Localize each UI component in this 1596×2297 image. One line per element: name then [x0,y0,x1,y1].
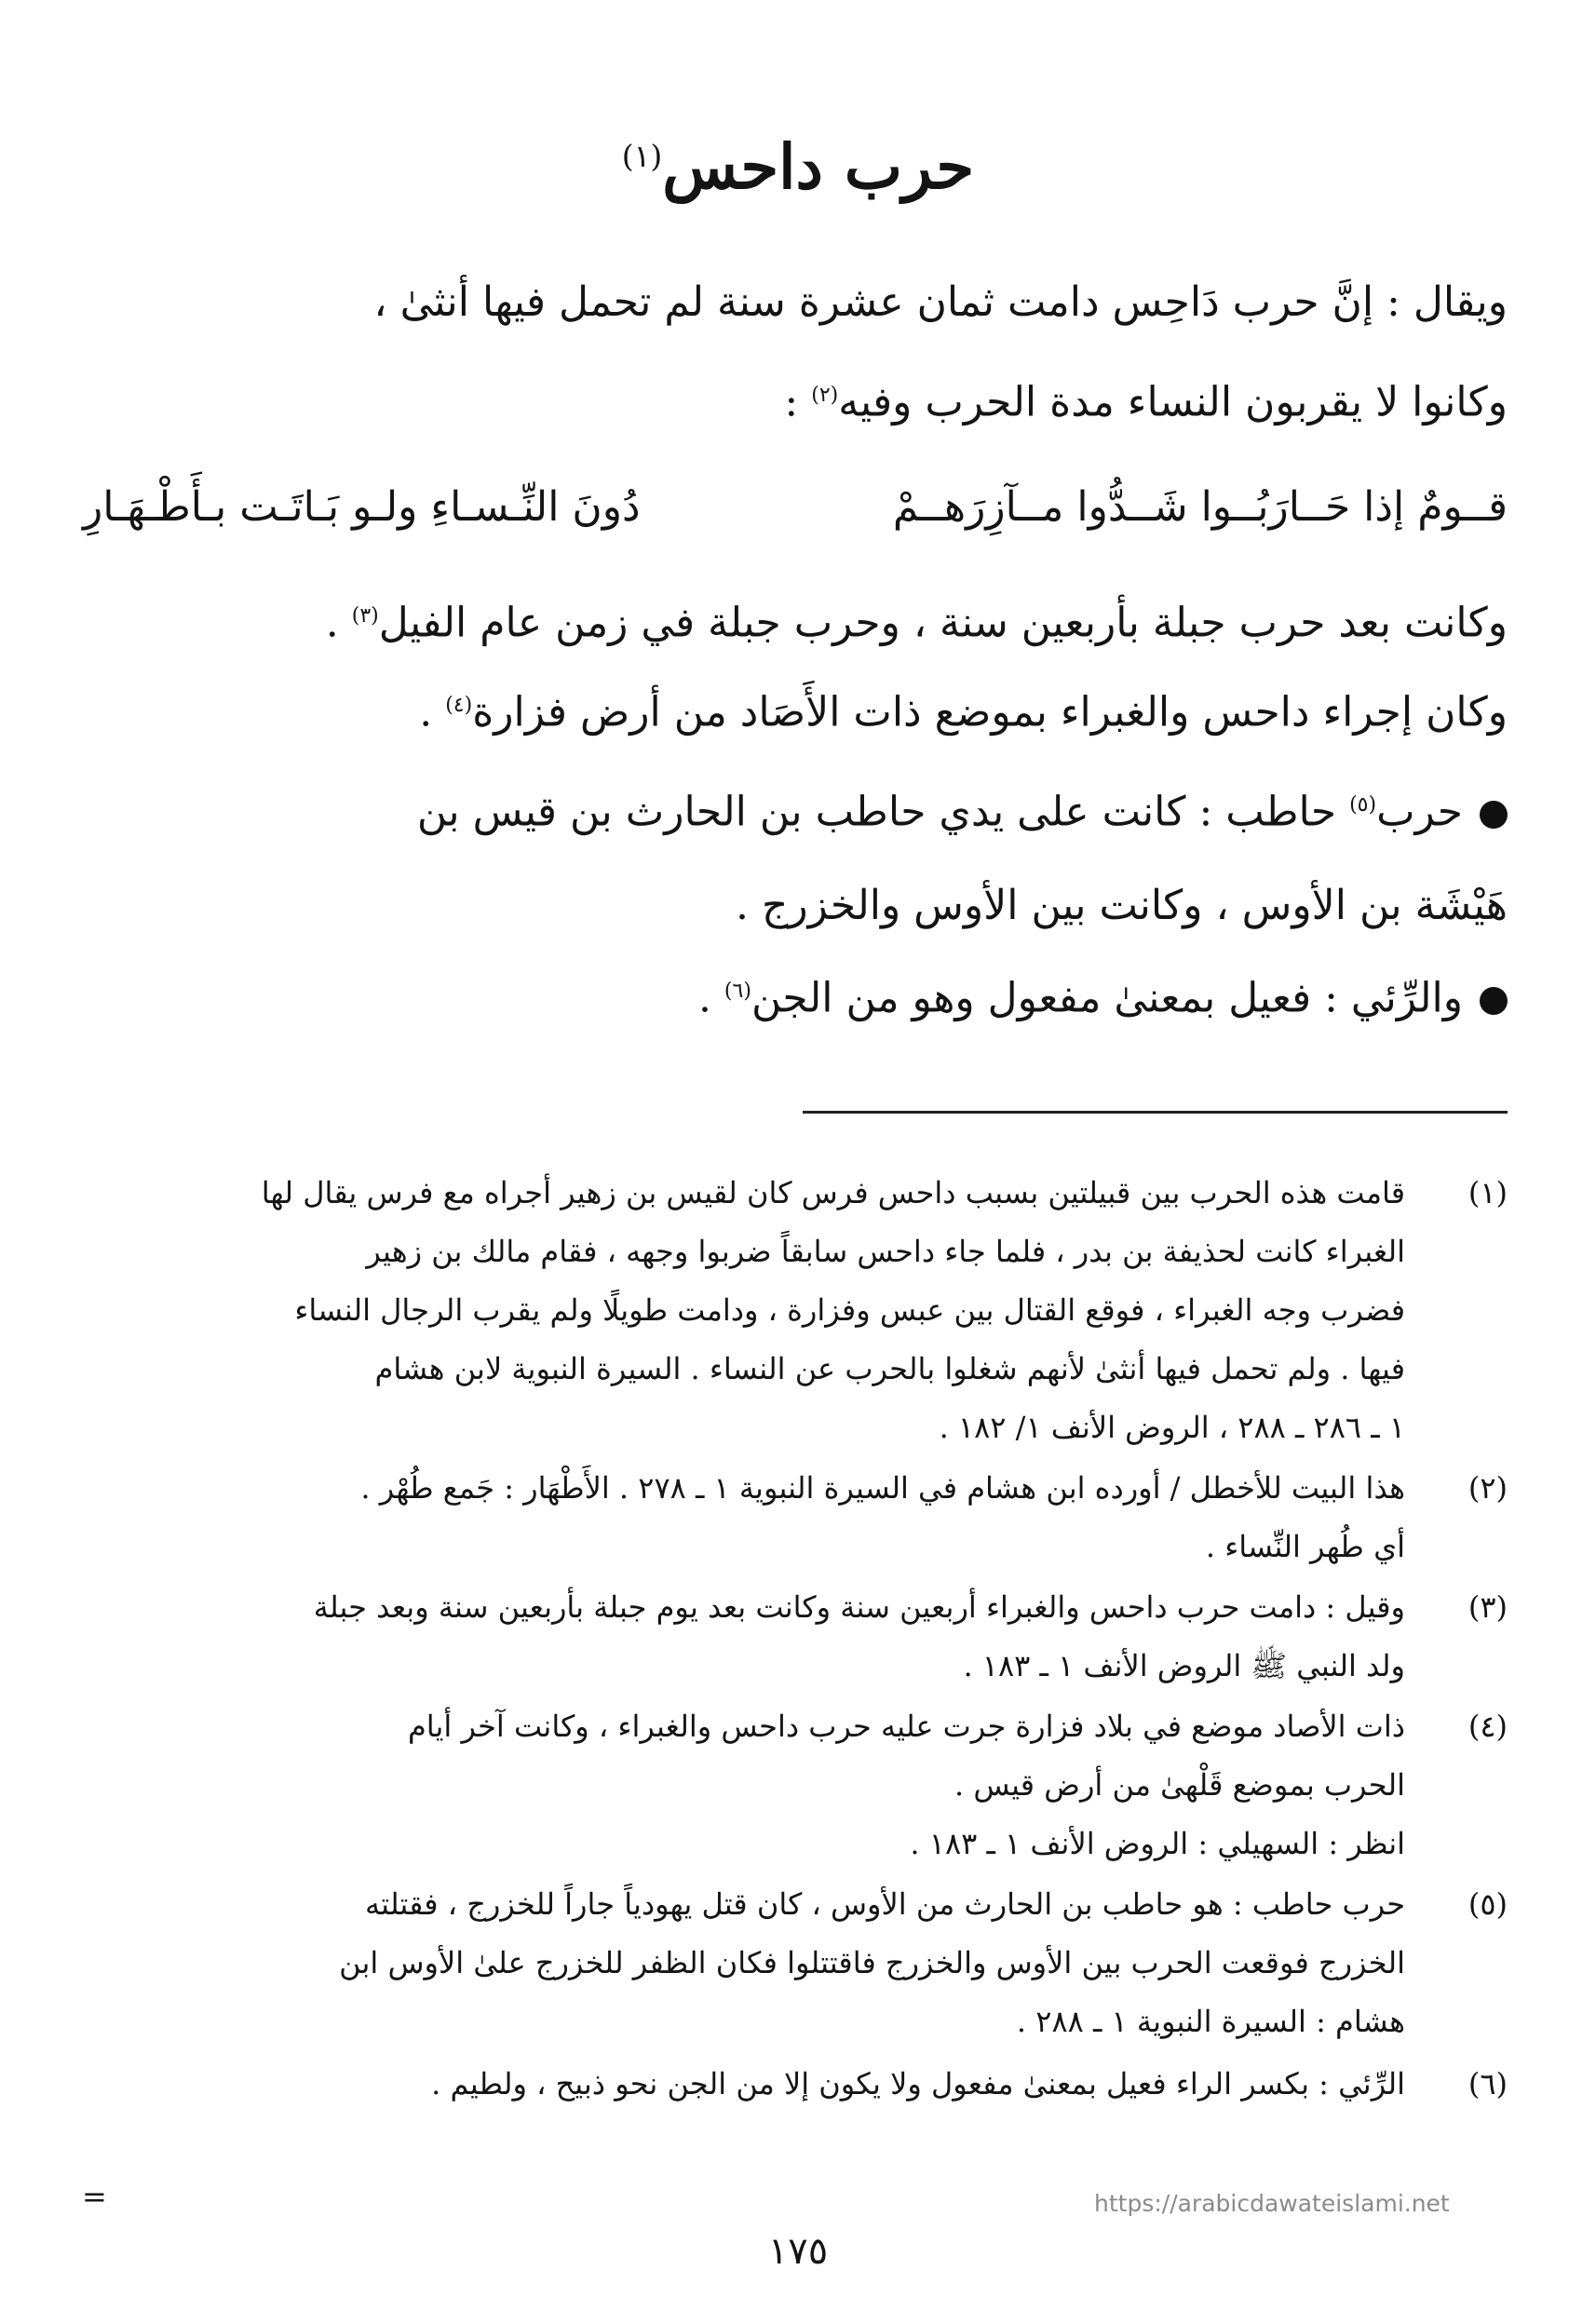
watermark: https://arabicdawateislami.net [1094,2190,1450,2217]
paragraph-3-line-1 [83,759,1508,859]
paragraph-4-line [83,945,1508,1046]
paragraph-2-line-1-text: وكانت بعد حرب جبلة بأربعين سنة ، وحرب جبلة في زمن عام الفيل [378,599,1508,647]
bullet-icon [1480,801,1508,829]
footnote-line: انظر : السهيلي : الروض الأنف ١ ـ ١٨٣ . [910,1826,1405,1861]
poetry-verse [83,461,1508,554]
footnote-5 [83,1875,1508,2051]
footnote-line: قامت هذه الحرب بين قبيلتين بسبب داحس فرس كان لقيس بن زهير أجراه مع فرس يقال لها [261,1175,1405,1210]
paragraph-1-line-2-end: : [784,378,812,426]
continuation-mark: = [82,2179,107,2214]
footnote-2 [83,1459,1508,1576]
paragraph-3 [83,759,1508,953]
footnote-line: الرِّئي : بكسر الراء فعيل بمعنىٰ مفعول ولا يكون إلا من الجن نحو ذبيح ، ولطيم . [431,2066,1405,2101]
paragraph-4-text: والرِّئي : فعيل بمعنىٰ مفعول وهو من الجن [751,974,1463,1022]
footnote-number: (٦) [1468,2066,1508,2101]
title-footnote-ref: (١) [621,138,663,174]
footnote-line: ١ ـ ٢٨٦ ـ ٢٨٨ ، الروض الأنف ١/ ١٨٢ . [939,1410,1405,1445]
footnote-6 [83,2055,1508,2114]
footnote-1 [83,1164,1508,1457]
footnote-line: حرب حاطب : هو حاطب بن الحارث من الأوس ، كان قتل يهودياً جاراً للخزرج ، فقتلته [365,1886,1405,1922]
paragraph-4-end: . [697,974,724,1022]
paragraph-2-line-2 [83,665,1508,754]
paragraph-4 [83,945,1508,1046]
footnote-ref-6: (٦) [724,980,751,1003]
paragraph-3-start: حرب [1376,788,1463,836]
footnote-ref-4: (٤) [445,693,473,717]
footnote-line: أي طُهر النِّساء . [1205,1529,1405,1564]
footnote-4 [83,1697,1508,1873]
footnote-line: الحرب بموضع قَلْهىٰ من أرض قيس . [954,1767,1405,1803]
footnote-number: (٤) [1468,1709,1508,1744]
paragraph-2-line-2-text: وكان إجراء داحس والغبراء بموضع ذات الأَصَاد من أرض فزارة [472,688,1508,736]
bullet-icon [1480,987,1508,1015]
footnote-line: ولد النبي ﷺ الروض الأنف ١ ـ ١٨٣ . [963,1648,1405,1683]
footnote-3 [83,1578,1508,1696]
paragraph-2-line-1-end: . [325,599,352,647]
footnote-number: (٢) [1468,1470,1508,1506]
footnote-ref-2: (٢) [811,384,839,407]
footnote-number: (١) [1468,1175,1508,1210]
footnotes [83,1164,1508,2115]
footnote-ref-3: (٣) [351,604,379,628]
chapter-title [0,130,1596,203]
paragraph-1-line-1: ويقال : إنَّ حرب دَاحِس دامت ثمان عشرة سنة لم تحمل فيها أنثىٰ ، [373,278,1508,326]
footnote-number: (٥) [1468,1886,1508,1922]
footnote-line: وقيل : دامت حرب داحس والغبراء أربعين سنة وكانت بعد يوم جبلة بأربعين سنة وبعد جبلة [313,1589,1405,1625]
footnote-line: الخزرج فوقعت الحرب بين الأوس والخزرج فاقتتلوا فكان الظفر للخزرج علىٰ الأوس ابن [339,1945,1405,1980]
paragraph-1-line-2-text: وكانوا لا يقربون النساء مدة الحرب وفيه [838,378,1508,426]
footnote-ref-5: (٥) [1349,793,1377,817]
footnote-line: ذات الأصاد موضع في بلاد فزارة جرت عليه حرب داحس والغبراء ، وكانت آخر أيام [407,1709,1405,1744]
footnote-line: الغبراء كانت لحذيفة بن بدر ، فلما جاء داحس سابقاً ضربوا وجهه ، فقام مالك بن زهير [366,1234,1405,1269]
footnote-line: هشام : السيرة النبوية ١ ـ ٢٨٨ . [1016,2004,1405,2039]
footnote-number: (٣) [1468,1589,1508,1625]
paragraph-2-line-2-end: . [419,688,446,736]
chapter-title-text: حرب داحس [662,130,975,203]
paragraph-2-line-1 [83,575,1508,665]
footnote-line: هذا البيت للأخطل / أورده ابن هشام في السيرة النبوية ١ ـ ٢٧٨ . الأَطْهَار : جَمع طُهْر . [360,1470,1405,1506]
footnote-line: فضرب وجه الغبراء ، فوقع القتال بين عبس وفزارة ، ودامت طويلًا ولم يقرب الرجال النساء [294,1292,1405,1328]
footnote-separator [803,1111,1508,1114]
paragraph-2 [83,575,1508,753]
footnote-line: فيها . ولم تحمل فيها أنثىٰ لأنهم شغلوا بالحرب عن النساء . السيرة النبوية لابن هشام [374,1351,1405,1386]
paragraph-3-line-2: هَيْشَة بن الأوس ، وكانت بين الأوس والخزرج . [736,881,1508,929]
paragraph-3-line-1-text: حاطب : كانت على يدي حاطب بن الحارث بن قيس بن [416,788,1350,836]
paragraph-1 [83,256,1508,450]
paragraph-1-line-2 [83,349,1508,450]
verse-second-hemistich: دُونَ النِّـسـاءِ ولـو بَـاتَـت بـأَطْـهَـارِ [83,483,641,531]
page-number: ١٧٥ [767,2230,829,2273]
verse-first-hemistich: قــومٌ إذا حَــارَبُــوا شَــدُّوا مــآزِرَهــمْ [892,483,1508,531]
